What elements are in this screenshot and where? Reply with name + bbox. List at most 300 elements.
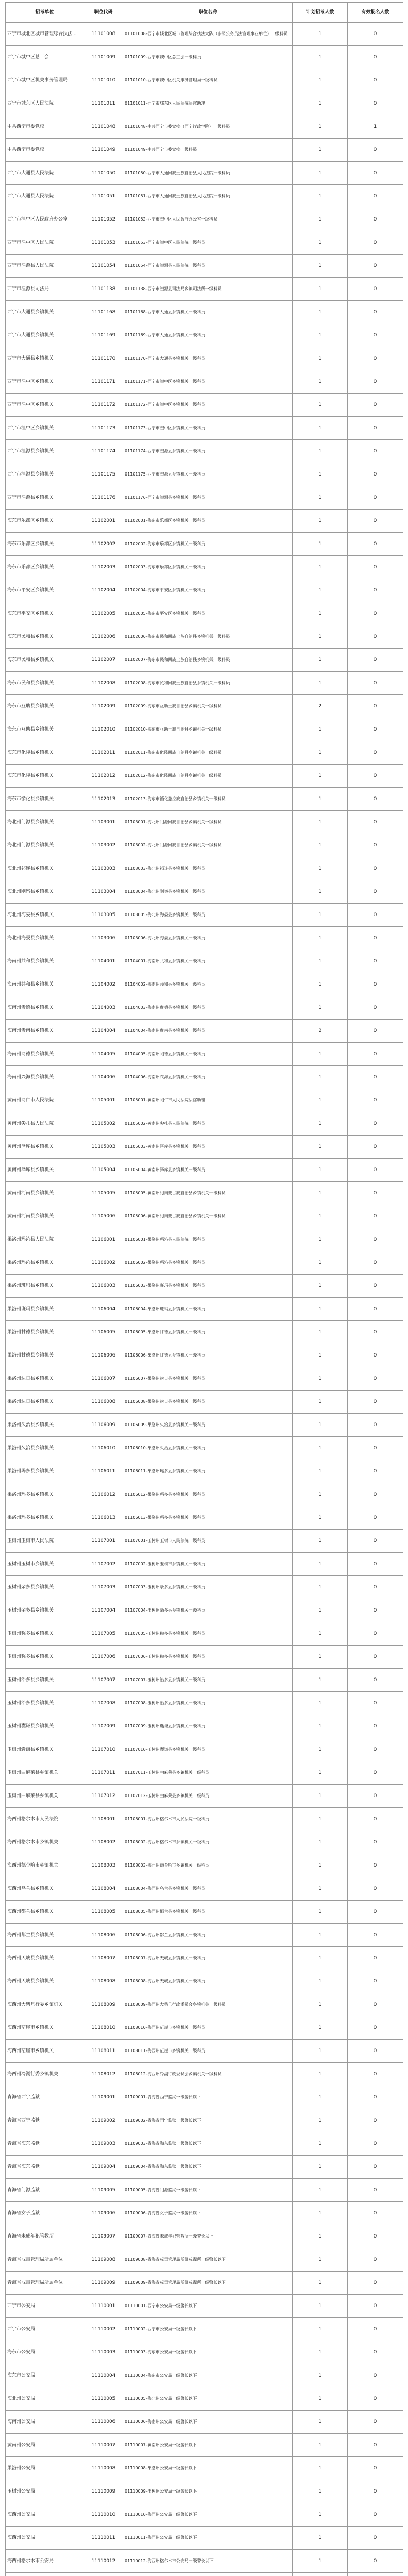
table-row <box>6 1205 403 1228</box>
cell-planned: 1 <box>293 2364 348 2387</box>
cell-planned: 1 <box>293 1622 348 1646</box>
cell-code: 11101053 <box>84 231 123 255</box>
cell-code: 11110007 <box>84 2434 123 2457</box>
cell-code: 11107002 <box>84 1553 123 1576</box>
cell-code: 11108003 <box>84 1854 123 1877</box>
cell-planned <box>293 2573 348 2576</box>
cell-applicants: 0 <box>348 1414 403 1437</box>
cell-title: 01101176-西宁市湟源县乡镇机关一级科员 <box>123 486 293 510</box>
cell-planned: 1 <box>293 278 348 301</box>
cell-applicants: 0 <box>348 2179 403 2202</box>
cell-applicants: 0 <box>348 2086 403 2109</box>
cell-title: 01101168-西宁市大通县乡镇机关一级科员 <box>123 301 293 324</box>
cell-planned: 1 <box>293 1112 348 1136</box>
table-row <box>6 1715 403 1738</box>
cell-unit: 海西州格尔木市公安局 <box>6 2550 84 2573</box>
cell-applicants: 0 <box>348 1877 403 1901</box>
cell-planned: 1 <box>293 1298 348 1321</box>
cell-title: 01105005-黄南州河南蒙古族自治县乡镇机关一级科员 <box>123 1182 293 1205</box>
cell-unit: 海东市平安区乡镇机关 <box>6 602 84 625</box>
cell-title: 01110006-海南州公安局一级警长以下 <box>123 2411 293 2434</box>
cell-applicants: 0 <box>348 92 403 115</box>
cell-unit: 西宁市湟中区乡镇机关 <box>6 370 84 394</box>
table-row <box>6 255 403 278</box>
cell-planned: 1 <box>293 370 348 394</box>
cell-unit: 玉树州玉树市乡镇机关 <box>6 1553 84 1576</box>
cell-applicants: 0 <box>348 1970 403 1993</box>
cell-applicants: 0 <box>348 1831 403 1854</box>
table-row <box>6 1112 403 1136</box>
cell-applicants: 0 <box>348 2040 403 2063</box>
cell-title: 01102010-海东市互助土族自治县乡镇机关一级科员 <box>123 718 293 741</box>
cell-title: 01103002-海北州门源回族自治县乡镇机关一级科员 <box>123 834 293 857</box>
cell-planned: 1 <box>293 1738 348 1761</box>
cell-title: 01107011-玉树州曲麻莱县乡镇机关一级科员 <box>123 1761 293 1785</box>
cell-unit: 黄南州同仁市人民法院 <box>6 1089 84 1112</box>
cell-unit: 玉树州称多县乡镇机关 <box>6 1622 84 1646</box>
cell-title: 01103003-海北州祁连县乡镇机关一级科员 <box>123 857 293 880</box>
cell-planned: 1 <box>293 556 348 579</box>
table-row <box>6 2527 403 2550</box>
cell-title: 01101010-西宁市城中区机关事务管理局一级科员 <box>123 69 293 92</box>
cell-code: 11110001 <box>84 2295 123 2318</box>
cell-code: 11108006 <box>84 1924 123 1947</box>
cell-code: 11110002 <box>84 2318 123 2341</box>
cell-planned: 1 <box>293 1251 348 1275</box>
cell-code: 11110004 <box>84 2364 123 2387</box>
cell-unit: 青海省门源监狱 <box>6 2179 84 2202</box>
cell-code: 11104001 <box>84 950 123 973</box>
cell-applicants: 0 <box>348 2156 403 2179</box>
table-row <box>6 765 403 788</box>
cell-code: 11105002 <box>84 1112 123 1136</box>
cell-unit: 西宁市公安局 <box>6 2318 84 2341</box>
cell-applicants: 0 <box>348 1530 403 1553</box>
cell-unit: 海北州祁连县乡镇机关 <box>6 857 84 880</box>
cell-planned: 1 <box>293 1785 348 1808</box>
cell-title: 01109001-青海省西宁监狱一级警长以下 <box>123 2086 293 2109</box>
cell-code: 11108012 <box>84 2063 123 2086</box>
cell-code: 11102004 <box>84 579 123 602</box>
cell-applicants: 0 <box>348 1599 403 1622</box>
cell-planned: 1 <box>293 301 348 324</box>
cell-unit: 海南州共和县乡镇机关 <box>6 973 84 996</box>
table-row <box>6 1530 403 1553</box>
cell-code: 11106004 <box>84 1298 123 1321</box>
cell-unit: 海西州乌兰县乡镇机关 <box>6 1877 84 1901</box>
cell-title: 01101052-西宁市湟中区人民政府办公室一级科员 <box>123 208 293 231</box>
cell-code: 11105006 <box>84 1205 123 1228</box>
cell-applicants: 0 <box>348 1159 403 1182</box>
cell-applicants: 0 <box>348 2063 403 2086</box>
cell-code: 11101175 <box>84 463 123 486</box>
cell-title: 01104004-海南州贵南县乡镇机关一级科员 <box>123 1020 293 1043</box>
cell-applicants: 0 <box>348 1761 403 1785</box>
cell-code: 11106001 <box>84 1228 123 1251</box>
cell-title: 01110003-海东市公安局一级警长以下 <box>123 2341 293 2364</box>
cell-code: 11105004 <box>84 1159 123 1182</box>
cell-applicants: 0 <box>348 811 403 834</box>
cell-applicants: 0 <box>348 2109 403 2132</box>
cell-title: 01108010-海西州茫崖市乡镇机关一级科员 <box>123 2016 293 2040</box>
cell-code: 11101171 <box>84 370 123 394</box>
cell-planned: 1 <box>293 1599 348 1622</box>
cell-applicants: 0 <box>348 1669 403 1692</box>
cell-planned: 1 <box>293 765 348 788</box>
table-row <box>6 370 403 394</box>
cell-code: 11101052 <box>84 208 123 231</box>
cell-unit: 海东市乐都区乡镇机关 <box>6 556 84 579</box>
table-row <box>6 973 403 996</box>
table-row <box>6 2480 403 2503</box>
cell-code: 11101049 <box>84 139 123 162</box>
cell-title: 01110008-果洛州公安局一级警长以下 <box>123 2457 293 2480</box>
table-row <box>6 208 403 231</box>
cell-applicants: 0 <box>348 231 403 255</box>
table-row <box>6 602 403 625</box>
cell-code: 11101176 <box>84 486 123 510</box>
cell-unit: 黄南州尖扎县人民法院 <box>6 1112 84 1136</box>
cell-code: 11106013 <box>84 1506 123 1530</box>
cell-planned: 1 <box>293 1275 348 1298</box>
cell-planned: 1 <box>293 46 348 69</box>
table-row <box>6 996 403 1020</box>
cell-code: 11107006 <box>84 1646 123 1669</box>
cell-applicants: 0 <box>348 208 403 231</box>
cell-applicants: 0 <box>348 1251 403 1275</box>
table-row <box>6 1901 403 1924</box>
cell-unit: 黄南州河南县乡镇机关 <box>6 1205 84 1228</box>
cell-unit: 果洛州班玛县乡镇机关 <box>6 1275 84 1298</box>
cell-applicants: 0 <box>348 765 403 788</box>
cell-planned: 1 <box>293 2040 348 2063</box>
cell-title: 01108011-海西州茫崖市乡镇机关一级科员 <box>123 2040 293 2063</box>
table-row <box>6 2387 403 2411</box>
cell-planned: 1 <box>293 1228 348 1251</box>
cell-unit: 果洛州久治县乡镇机关 <box>6 1437 84 1460</box>
cell-unit: 果洛州公安局 <box>6 2457 84 2480</box>
cell-unit: 西宁市城中区总工会 <box>6 46 84 69</box>
cell-code: 11102006 <box>84 625 123 649</box>
cell-planned: 1 <box>293 2387 348 2411</box>
table-row <box>6 857 403 880</box>
table-row <box>6 394 403 417</box>
cell-title: 01108001-海西州格尔木市人民法院一级科员 <box>123 1808 293 1831</box>
cell-planned: 1 <box>293 2434 348 2457</box>
cell-title: 01108009-海西州大柴旦行政委员会乡镇机关一级科员 <box>123 1993 293 2016</box>
table-row <box>6 1089 403 1112</box>
cell-title: 01106007-果洛州达日县乡镇机关一级科员 <box>123 1367 293 1391</box>
cell-title: 01106003-果洛州班玛县乡镇机关一级科员 <box>123 1275 293 1298</box>
cell-title: 01110001-西宁市公安局一级警长以下 <box>123 2295 293 2318</box>
cell-title: 01106010-果洛州久治县乡镇机关一级科员 <box>123 1437 293 1460</box>
cell-unit: 西宁市湟中区人民法院 <box>6 231 84 255</box>
cell-applicants: 0 <box>348 1646 403 1669</box>
table-row <box>6 1924 403 1947</box>
cell-planned: 1 <box>293 1414 348 1437</box>
table-row <box>6 347 403 370</box>
cell-applicants: 0 <box>348 370 403 394</box>
cell-applicants: 1 <box>348 115 403 139</box>
table-row <box>6 1553 403 1576</box>
cell-planned: 1 <box>293 1344 348 1367</box>
table-row <box>6 463 403 486</box>
cell-code: 11109001 <box>84 2086 123 2109</box>
cell-code: 11101051 <box>84 185 123 208</box>
cell-planned: 1 <box>293 2272 348 2295</box>
cell-unit: 海北州刚察县乡镇机关 <box>6 880 84 904</box>
cell-applicants: 0 <box>348 788 403 811</box>
cell-title: 01101053-西宁市湟中区人民法院一级科员 <box>123 231 293 255</box>
cell-planned: 1 <box>293 1182 348 1205</box>
cell-applicants: 0 <box>348 1460 403 1483</box>
cell-code: 11108001 <box>84 1808 123 1831</box>
cell-code: 11110003 <box>84 2341 123 2364</box>
table-row <box>6 1947 403 1970</box>
cell-applicants: 0 <box>348 1924 403 1947</box>
cell-applicants: 0 <box>348 2480 403 2503</box>
cell-unit: 西宁市大通县乡镇机关 <box>6 347 84 370</box>
cell-applicants: 0 <box>348 2434 403 2457</box>
cell-title: 01105002-黄南州尖扎县人民法院一级科员 <box>123 1112 293 1136</box>
cell-unit: 海东市乐都区乡镇机关 <box>6 510 84 533</box>
cell-title: 01106012-果洛州玛多县乡镇机关一级科员 <box>123 1483 293 1506</box>
cell-applicants: 0 <box>348 2550 403 2573</box>
cell-title: 01109004-青海省海东监狱一级警长以下 <box>123 2156 293 2179</box>
cell-unit: 海西州都兰县乡镇机关 <box>6 1924 84 1947</box>
cell-code: 11102010 <box>84 718 123 741</box>
cell-code: 11108007 <box>84 1947 123 1970</box>
cell-title: 01103005-海北州海晏县乡镇机关一级科员 <box>123 904 293 927</box>
table-row <box>6 2248 403 2272</box>
cell-planned: 1 <box>293 255 348 278</box>
cell-title: 01104001-海南州共和县乡镇机关一级科员 <box>123 950 293 973</box>
cell-title: 01110007-黄南州公安局一级警长以下 <box>123 2434 293 2457</box>
cell-code: 11103006 <box>84 927 123 950</box>
table-row <box>6 1020 403 1043</box>
cell-unit: 海南州贵德县乡镇机关 <box>6 996 84 1020</box>
table-row <box>6 2040 403 2063</box>
cell-code: 11102005 <box>84 602 123 625</box>
cell-unit: 果洛州班玛县乡镇机关 <box>6 1298 84 1321</box>
cell-title: 01101054-西宁市湟源县人民法院一级科员 <box>123 255 293 278</box>
cell-planned: 1 <box>293 1460 348 1483</box>
cell-title: 01110012-海西州格尔木市公安局一级警长以下 <box>123 2550 293 2573</box>
cell-unit: 海北州海晏县乡镇机关 <box>6 927 84 950</box>
cell-unit: 西宁市湟中区乡镇机关 <box>6 394 84 417</box>
cell-planned: 1 <box>293 69 348 92</box>
cell-unit: 西宁市城北区城市管理综合执法... <box>6 23 84 46</box>
cell-applicants: 0 <box>348 834 403 857</box>
cell-code: 11106005 <box>84 1321 123 1344</box>
cell-title <box>123 2573 293 2576</box>
cell-title: 01102006-海东市民和回族土族自治县乡镇机关一级科员 <box>123 625 293 649</box>
cell-applicants: 0 <box>348 2016 403 2040</box>
cell-code: 11101050 <box>84 162 123 185</box>
cell-title: 01110005-海北州公安局一级警长以下 <box>123 2387 293 2411</box>
cell-unit: 玉树州治多县乡镇机关 <box>6 1669 84 1692</box>
cell-code: 11108010 <box>84 2016 123 2040</box>
table-row <box>6 69 403 92</box>
table-row <box>6 1970 403 1993</box>
cell-planned: 1 <box>293 625 348 649</box>
cell-applicants: 0 <box>348 649 403 672</box>
cell-title: 01108002-海西州格尔木市乡镇机关一级科员 <box>123 1831 293 1854</box>
cell-planned: 2 <box>293 695 348 718</box>
cell-code: 11104003 <box>84 996 123 1020</box>
cell-planned: 1 <box>293 1437 348 1460</box>
cell-code: 11101169 <box>84 324 123 347</box>
cell-code: 11106002 <box>84 1251 123 1275</box>
cell-applicants: 0 <box>348 2411 403 2434</box>
cell-applicants: 0 <box>348 533 403 556</box>
cell-code: 11101054 <box>84 255 123 278</box>
cell-title: 01102012-海东市化隆回族自治县乡镇机关一级科员 <box>123 765 293 788</box>
table-row <box>6 440 403 463</box>
cell-planned: 1 <box>293 2480 348 2503</box>
table-row <box>6 1785 403 1808</box>
cell-title: 01107002-玉树州玉树市乡镇机关一级科员 <box>123 1553 293 1576</box>
cell-code: 11101008 <box>84 23 123 46</box>
cell-code: 11107007 <box>84 1669 123 1692</box>
cell-planned: 1 <box>293 904 348 927</box>
cell-unit: 果洛州达日县乡镇机关 <box>6 1367 84 1391</box>
cell-applicants: 0 <box>348 1112 403 1136</box>
table-row <box>6 1576 403 1599</box>
table-row <box>6 1738 403 1761</box>
cell-planned: 1 <box>293 2527 348 2550</box>
table-row <box>6 2364 403 2387</box>
cell-unit: 海北州海晏县乡镇机关 <box>6 904 84 927</box>
cell-planned: 1 <box>293 880 348 904</box>
cell-unit: 海西州茫崖市乡镇机关 <box>6 2016 84 2040</box>
cell-code: 11103002 <box>84 834 123 857</box>
cell-planned: 1 <box>293 1924 348 1947</box>
cell-planned: 1 <box>293 1808 348 1831</box>
table-row <box>6 23 403 46</box>
cell-code: 11106003 <box>84 1275 123 1298</box>
cell-applicants: 0 <box>348 741 403 765</box>
cell-planned: 1 <box>293 1391 348 1414</box>
table-row <box>6 2132 403 2156</box>
table-row <box>6 2016 403 2040</box>
cell-applicants: 0 <box>348 23 403 46</box>
cell-planned: 1 <box>293 417 348 440</box>
cell-title: 01106006-果洛州甘德县乡镇机关一级科员 <box>123 1344 293 1367</box>
cell-applicants: 0 <box>348 1275 403 1298</box>
cell-code: 11105003 <box>84 1136 123 1159</box>
cell-code: 11107012 <box>84 1785 123 1808</box>
table-row <box>6 1460 403 1483</box>
cell-planned: 1 <box>293 1715 348 1738</box>
table-row <box>6 1228 403 1251</box>
cell-code: 11108005 <box>84 1901 123 1924</box>
cell-applicants: 0 <box>348 1136 403 1159</box>
table-row <box>6 2318 403 2341</box>
cell-planned: 1 <box>293 486 348 510</box>
cell-title: 01108007-海西州天峻县乡镇机关一级科员 <box>123 1947 293 1970</box>
cell-applicants: 0 <box>348 486 403 510</box>
cell-unit: 海西州天峻县乡镇机关 <box>6 1970 84 1993</box>
cell-applicants: 0 <box>348 255 403 278</box>
table-row <box>6 927 403 950</box>
cell-applicants: 0 <box>348 1785 403 1808</box>
cell-unit: 西宁市湟源县乡镇机关 <box>6 463 84 486</box>
cell-unit: 海北州公安局 <box>6 2387 84 2411</box>
cell-applicants: 0 <box>348 579 403 602</box>
cell-unit: 果洛州达日县乡镇机关 <box>6 1391 84 1414</box>
cell-code: 11101010 <box>84 69 123 92</box>
cell-title: 01102009-海东市互助土族自治县乡镇机关一级科员 <box>123 695 293 718</box>
cell-code: 11101173 <box>84 417 123 440</box>
cell-code: 11107005 <box>84 1622 123 1646</box>
table-row <box>6 1298 403 1321</box>
cell-planned: 1 <box>293 1530 348 1553</box>
cell-title: 01108005-海西州都兰县乡镇机关一级科员 <box>123 1901 293 1924</box>
cell-applicants: 0 <box>348 1205 403 1228</box>
cell-title: 01102003-海东市乐都区乡镇机关一级科员 <box>123 556 293 579</box>
cell-code: 11106009 <box>84 1414 123 1437</box>
header-planned: 计划招考人数 <box>293 3 348 23</box>
cell-unit: 海西州公安局 <box>6 2503 84 2527</box>
table-row <box>6 1066 403 1089</box>
table-row <box>6 2434 403 2457</box>
cell-title: 01102005-海东市平安区乡镇机关一级科员 <box>123 602 293 625</box>
cell-code: 11101011 <box>84 92 123 115</box>
cell-title: 01101011-西宁市城东区人民法院法官助理 <box>123 92 293 115</box>
cell-applicants: 0 <box>348 996 403 1020</box>
cell-title: 01107010-玉树州囊谦县乡镇机关一级科员 <box>123 1738 293 1761</box>
table-row <box>6 1854 403 1877</box>
cell-code: 11102002 <box>84 533 123 556</box>
cell-planned: 1 <box>293 649 348 672</box>
cell-code: 11106012 <box>84 1483 123 1506</box>
cell-planned: 1 <box>293 510 348 533</box>
cell-title: 01101175-西宁市湟源县乡镇机关一级科员 <box>123 463 293 486</box>
cell-code: 11104006 <box>84 1066 123 1089</box>
cell-planned: 1 <box>293 1367 348 1391</box>
cell-title: 01101174-西宁市湟源县乡镇机关一级科员 <box>123 440 293 463</box>
cell-unit: 海东市化隆县乡镇机关 <box>6 765 84 788</box>
table-row <box>6 672 403 695</box>
table-row <box>6 2573 403 2576</box>
table-row <box>6 533 403 556</box>
table-row <box>6 278 403 301</box>
cell-title: 01102002-海东市乐都区乡镇机关一级科员 <box>123 533 293 556</box>
table-row <box>6 788 403 811</box>
cell-applicants: 0 <box>348 347 403 370</box>
cell-title: 01104002-海南州共和县乡镇机关一级科员 <box>123 973 293 996</box>
table-row <box>6 1877 403 1901</box>
cell-planned: 1 <box>293 23 348 46</box>
table-row <box>6 1993 403 2016</box>
header-applicants: 有效报名人数 <box>348 3 403 23</box>
cell-applicants: 0 <box>348 1715 403 1738</box>
cell-code <box>84 2573 123 2576</box>
cell-code: 11108011 <box>84 2040 123 2063</box>
cell-planned: 1 <box>293 2016 348 2040</box>
cell-code: 11103005 <box>84 904 123 927</box>
table-row <box>6 1761 403 1785</box>
cell-applicants: 0 <box>348 1947 403 1970</box>
cell-planned: 2 <box>293 1020 348 1043</box>
table-row <box>6 46 403 69</box>
cell-unit: 西宁市大通县乡镇机关 <box>6 324 84 347</box>
cell-title: 01106008-果洛州达日县乡镇机关一级科员 <box>123 1391 293 1414</box>
cell-planned: 1 <box>293 1553 348 1576</box>
cell-unit: 海西州公安局 <box>6 2527 84 2550</box>
cell-planned: 1 <box>293 185 348 208</box>
